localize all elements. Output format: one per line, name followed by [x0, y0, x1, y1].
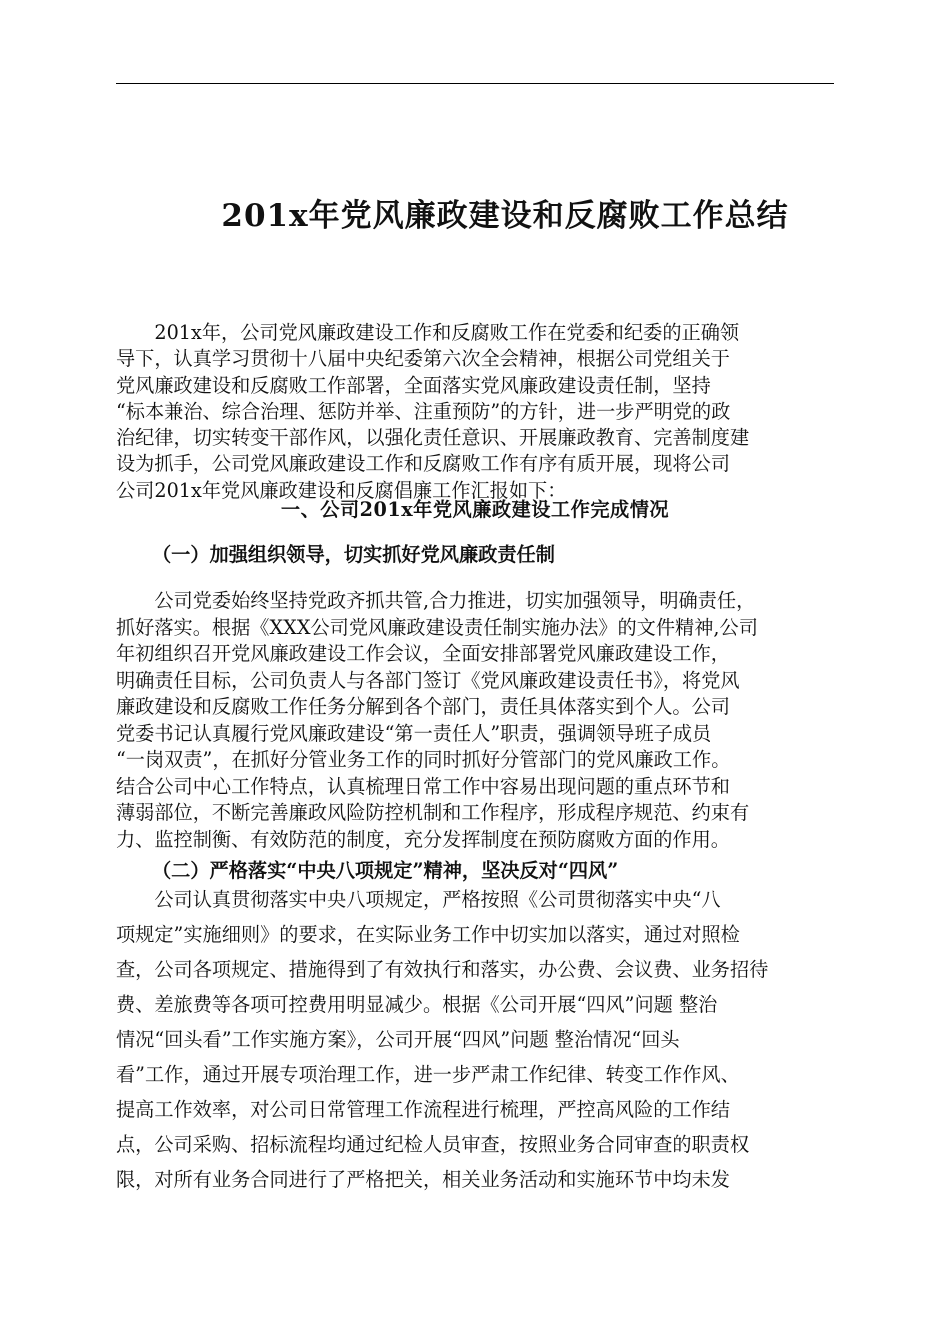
paragraph-line: 201x年，公司党风廉政建设工作和反腐败工作在党委和纪委的正确领	[116, 321, 740, 344]
paragraph-line: 结合公司中心工作特点，认真梳理日常工作中容易出现问题的重点环节和	[116, 774, 730, 798]
subheading-2: （二）严格落实“中央八项规定”精神，坚决反对“四风”	[152, 859, 619, 882]
header-rule	[116, 83, 834, 84]
document-title: 201x年党风廉政建设和反腐败工作总结	[221, 198, 789, 234]
section2-paragraph	[116, 882, 834, 1197]
paragraph-line: 项规定”实施细则》的要求，在实际业务工作中切实加以落实，通过对照检	[116, 923, 740, 946]
paragraph-line: 抓好落实。根据《XXX公司党风廉政建设责任制实施办法》的文件精神,公司	[116, 615, 758, 639]
paragraph-line: 党风廉政建设和反腐败工作部署，全面落实党风廉政建设责任制，坚持	[116, 373, 711, 397]
paragraph-line: 廉政建设和反腐败工作任务分解到各个部门，责任具体落实到个人。公司	[116, 695, 730, 718]
paragraph-line: 年初组织召开党风廉政建设工作会议，全面安排部署党风廉政建设工作，	[116, 642, 730, 665]
paragraph-line: 党委书记认真履行党风廉政建设“第一责任人”职责，强调领导班子成员	[116, 721, 712, 745]
paragraph-line: 限，对所有业务合同进行了严格把关，相关业务活动和实施环节中均未发	[116, 1168, 730, 1191]
paragraph-line: “一岗双责”，在抓好分管业务工作的同时抓好分管部门的党风廉政工作。	[116, 748, 731, 771]
paragraph-line: 看”工作，通过开展专项治理工作，进一步严肃工作纪律、转变工作作风、	[116, 1063, 740, 1086]
paragraph-line: 费、差旅费等各项可控费用明显减少。根据《公司开展“四风”问题 整治	[116, 993, 718, 1016]
paragraph-line: 查，公司各项规定、措施得到了有效执行和落实，办公费、会议费、业务招待	[116, 958, 769, 981]
section-heading: 一、公司201x年党风廉政建设工作完成情况	[280, 498, 670, 521]
paragraph-line: 力、监控制衡、有效防范的制度，充分发挥制度在预防腐败方面的作用。	[116, 827, 730, 851]
paragraph-line: 导下，认真学习贯彻十八届中央纪委第六次全会精神，根据公司党组关于	[116, 347, 730, 371]
paragraph-line: 情况“回头看”工作实施方案》，公司开展“四风”问题 整治情况“回头	[116, 1028, 680, 1051]
paragraph-line: 设为抓手，公司党风廉政建设工作和反腐败工作有序有质开展，现将公司	[116, 452, 730, 476]
subheading-1: （一）加强组织领导，切实抓好党风廉政责任制	[152, 543, 555, 566]
paragraph-line: 提高工作效率，对公司日常管理工作流程进行梳理，严控高风险的工作结	[116, 1098, 730, 1121]
paragraph-line: 公司认真贯彻落实中央八项规定，严格按照《公司贯彻落实中央“八	[116, 888, 721, 911]
paragraph-line: 点，公司采购、招标流程均通过纪检人员审查，按照业务合同审查的职责权	[116, 1133, 750, 1156]
paragraph-line: 薄弱部位，不断完善廉政风险防控机制和工作程序，形成程序规范、约束有	[116, 801, 750, 824]
paragraph-line: 明确责任目标，公司负责人与各部门签订《党风廉政建设责任书》，将党风	[116, 668, 740, 692]
paragraph-line: 公司201x年党风廉政建设和反腐倡廉工作汇报如下：	[116, 478, 567, 502]
intro-paragraph	[116, 320, 834, 504]
paragraph-line: 治纪律，切实转变干部作风，以强化责任意识、开展廉政教育、完善制度建	[116, 426, 750, 450]
paragraph-line: “标本兼治、综合治理、惩防并举、注重预防”的方针，进一步严明党的政	[116, 399, 731, 423]
paragraph-line: 公司党委始终坚持党政齐抓共管,合力推进，切实加强领导，明确责任，	[116, 589, 756, 612]
section1-paragraph	[116, 588, 834, 853]
